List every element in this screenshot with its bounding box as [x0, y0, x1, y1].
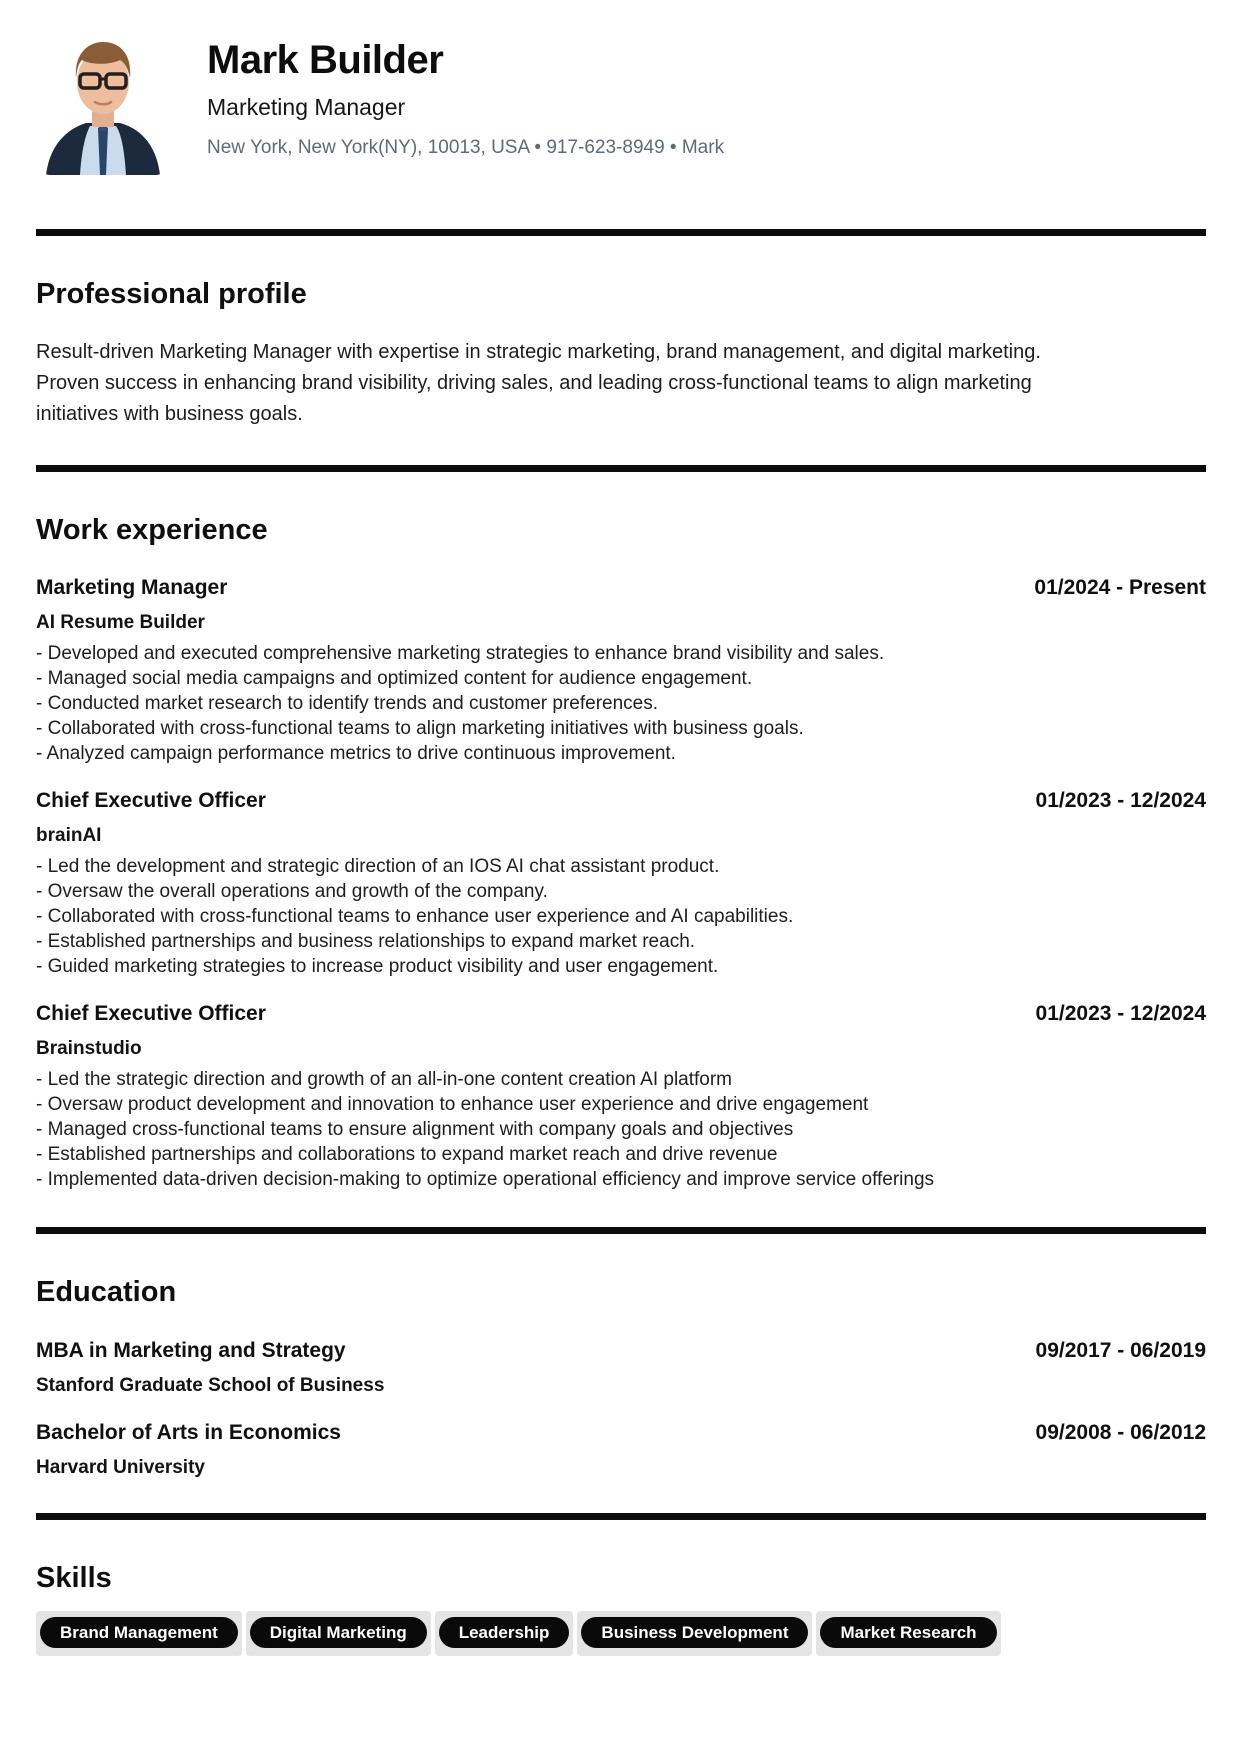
job-title: Marketing Manager: [36, 576, 228, 599]
job-bullet-list: [36, 854, 1206, 979]
skill-chip-container: [36, 1611, 242, 1656]
skill-badge: Leadership: [439, 1617, 570, 1648]
job-entry: [36, 788, 1206, 979]
education-section-heading: Education: [36, 1276, 177, 1308]
job-company: AI Resume Builder: [36, 612, 205, 633]
work-section-heading: Work experience: [36, 514, 268, 546]
job-entry-head: [36, 788, 1206, 814]
job-entry-head: [36, 1001, 1206, 1027]
job-bullet-list: [36, 1067, 1206, 1192]
job-bullet: - Led the strategic direction and growth of an all-in-one content creation AI platform: [36, 1069, 733, 1090]
education-entry-head: [36, 1338, 1206, 1364]
job-bullet: - Guided marketing strategies to increase product visibility and user engagement.: [36, 956, 719, 977]
job-company: Brainstudio: [36, 1038, 142, 1059]
job-bullet: - Implemented data-driven decision-making to optimize operational efficiency and improve service offerings: [36, 1169, 935, 1190]
skill-chip-container: [577, 1611, 812, 1656]
skill-badge: Digital Marketing: [250, 1617, 427, 1648]
job-dates: 01/2023 - 12/2024: [1035, 1002, 1206, 1025]
job-bullet: - Developed and executed comprehensive marketing strategies to enhance brand visibility and sales.: [36, 643, 885, 664]
profile-section-heading: Professional profile: [36, 278, 307, 310]
job-title: Chief Executive Officer: [36, 1002, 266, 1025]
job-bullet: - Managed cross-functional teams to ensure alignment with company goals and objectives: [36, 1119, 794, 1140]
degree-title: Bachelor of Arts in Economics: [36, 1421, 341, 1444]
job-bullet-list: [36, 641, 1206, 766]
education-entry-head: [36, 1420, 1206, 1446]
skills-section-heading: Skills: [36, 1562, 112, 1594]
job-bullet: - Collaborated with cross-functional teams to enhance user experience and AI capabilities.: [36, 906, 794, 927]
education-dates: 09/2008 - 06/2012: [1035, 1421, 1206, 1444]
job-bullet: - Established partnerships and collaborations to expand market reach and drive revenue: [36, 1144, 778, 1165]
section-divider: [36, 229, 1206, 236]
section-divider: [36, 1513, 1206, 1520]
education-dates: 09/2017 - 06/2019: [1035, 1339, 1206, 1362]
skill-badge: Business Development: [581, 1617, 808, 1648]
job-dates: 01/2024 - Present: [1034, 576, 1206, 599]
school-name: Stanford Graduate School of Business: [36, 1375, 385, 1396]
contact-line: New York, New York(NY), 10013, USA • 917-623-8949 • Mark: [207, 137, 725, 158]
section-divider: [36, 1227, 1206, 1234]
job-bullet: - Analyzed campaign performance metrics to drive continuous improvement.: [36, 743, 676, 764]
job-bullet: - Conducted market research to identify trends and customer preferences.: [36, 693, 659, 714]
header-text-block: [207, 30, 724, 159]
job-bullet: - Established partnerships and business relationships to expand market reach.: [36, 931, 696, 952]
job-dates: 01/2023 - 12/2024: [1035, 789, 1206, 812]
candidate-name: Mark Builder: [207, 38, 444, 82]
education-entry: [36, 1420, 1206, 1479]
skill-badge: Market Research: [820, 1617, 996, 1648]
skills-row: [36, 1611, 1206, 1656]
degree-title: MBA in Marketing and Strategy: [36, 1339, 346, 1362]
skill-chip-container: [246, 1611, 431, 1656]
profile-photo: [36, 30, 170, 175]
job-entry: [36, 1001, 1206, 1192]
skill-chip-container: [816, 1611, 1000, 1656]
job-bullet: - Collaborated with cross-functional teams to align marketing initiatives with business goals.: [36, 718, 804, 739]
school-name: Harvard University: [36, 1457, 205, 1478]
job-entry: [36, 575, 1206, 766]
resume-header: [36, 30, 1206, 175]
headshot-illustration: [36, 30, 170, 175]
education-entry: [36, 1338, 1206, 1397]
job-title: Chief Executive Officer: [36, 789, 266, 812]
job-entry-head: [36, 575, 1206, 601]
skill-chip-container: [435, 1611, 574, 1656]
candidate-title: Marketing Manager: [207, 94, 406, 120]
profile-summary: Result-driven Marketing Manager with expertise in strategic marketing, brand management, and digital marketing. Proven success in enhancing brand visibility, driving sales, and leading cross-functional teams to align marketing initiatives with business goals.: [36, 341, 1041, 425]
skill-badge: Brand Management: [40, 1617, 238, 1648]
job-company: brainAI: [36, 825, 102, 846]
section-divider: [36, 465, 1206, 472]
job-bullet: - Oversaw product development and innovation to enhance user experience and drive engagement: [36, 1094, 869, 1115]
job-bullet: - Oversaw the overall operations and growth of the company.: [36, 881, 548, 902]
job-bullet: - Led the development and strategic direction of an IOS AI chat assistant product.: [36, 856, 720, 877]
job-bullet: - Managed social media campaigns and optimized content for audience engagement.: [36, 668, 753, 689]
